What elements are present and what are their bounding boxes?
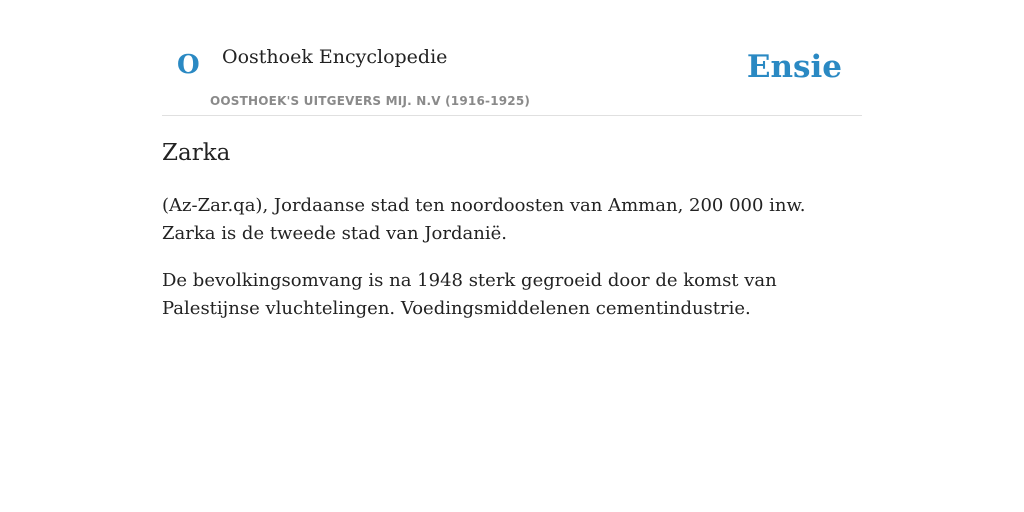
article-paragraph: (Az-Zar.qa), Jordaanse stad ten noordoosten van Amman, 200 000 inw. Zarka is de tweede stad van Jordanië. (162, 195, 806, 244)
site-title: Oosthoek Encyclopedie (222, 46, 448, 68)
ensie-brand-link[interactable]: Ensie (746, 49, 842, 85)
oosthoek-logo[interactable]: O (177, 50, 200, 80)
site-header (162, 0, 862, 116)
article-body (162, 192, 862, 342)
article-paragraph: De bevolkingsomvang is na 1948 sterk gegroeid door de komst van Palestijnse vluchtelingen. Voedingsmiddelenen cementindustrie. (162, 270, 777, 319)
page-container (162, 0, 862, 319)
publisher-label: OOSTHOEK'S UITGEVERS MIJ. N.V (1916-1925) (210, 94, 531, 108)
article-title: Zarka (162, 140, 231, 166)
